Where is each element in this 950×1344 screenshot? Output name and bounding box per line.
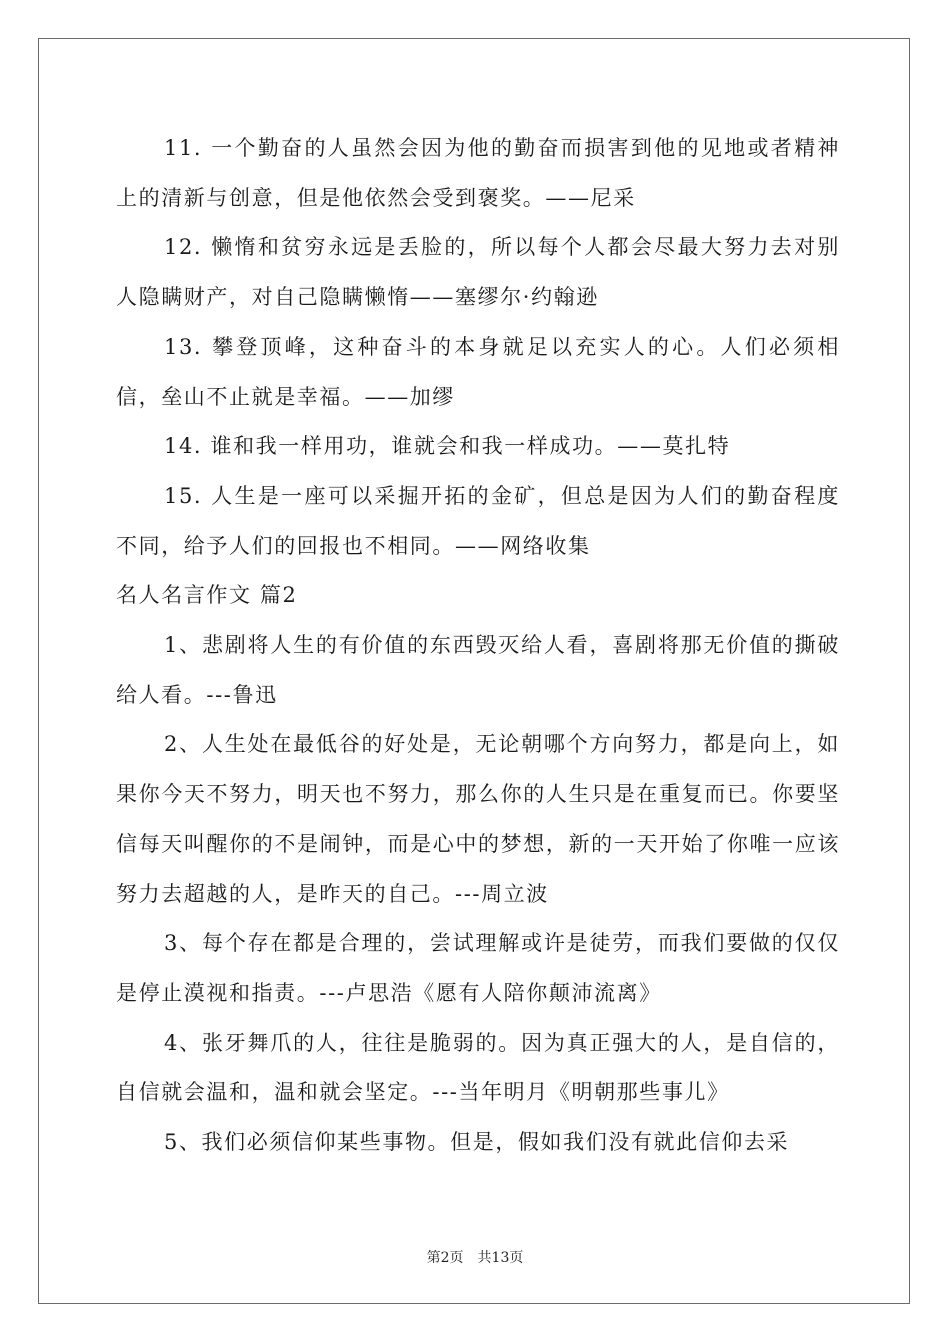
quote-paragraph: 1、悲剧将人生的有价值的东西毁灭给人看，喜剧将那无价值的撕破给人看。---鲁迅 [116, 633, 840, 707]
quote-paragraph: 2、人生处在最低谷的好处是，无论朝哪个方向努力，都是向上，如果你今天不努力，明天也不努力，那么你的人生只是在重复而已。你要坚信每天叫醒你的不是闹钟，而是心中的梦想，新的一天开始了你唯一应该努力去超越的人，是昨天的自己。---周立波 [116, 732, 840, 906]
quote-paragraph: 4、张牙舞爪的人，往往是脆弱的。因为真正强大的人，是自信的，自信就会温和，温和就会坚定。---当年明月《明朝那些事儿》 [116, 1030, 840, 1105]
quote-paragraph: 13. 攀登顶峰，这种奋斗的本身就足以充实人的心。人们必须相信，垒山不止就是幸福。——加缪 [116, 334, 840, 409]
section-heading: 名人名言作文 篇2 [116, 583, 298, 608]
quote-paragraph: 3、每个存在都是合理的，尝试理解或许是徒劳，而我们要做的仅仅是停止漠视和指责。---卢思浩《愿有人陪你颠沛流离》 [116, 931, 840, 1005]
page-number-current: 第2页 [426, 1250, 464, 1266]
quote-paragraph: 14. 谁和我一样用功，谁就会和我一样成功。——莫扎特 [164, 434, 731, 459]
document-body [116, 124, 840, 1168]
quote-paragraph: 12. 懒惰和贫穷永远是丢脸的，所以每个人都会尽最大努力去对别人隐瞒财产，对自己隐瞒懒惰——塞缪尔·约翰逊 [116, 235, 840, 310]
quote-paragraph: 5、我们必须信仰某些事物。但是，假如我们没有就此信仰去采 [164, 1130, 790, 1155]
quote-paragraph: 15. 人生是一座可以采掘开拓的金矿，但总是因为人们的勤奋程度不同，给予人们的回报也不相同。——网络收集 [116, 483, 840, 558]
page-number-total: 共13页 [477, 1250, 524, 1266]
page-footer [0, 1247, 950, 1267]
quote-paragraph: 11. 一个勤奋的人虽然会因为他的勤奋而损害到他的见地或者精神上的清新与创意，但是他依然会受到褒奖。——尼采 [116, 136, 840, 210]
